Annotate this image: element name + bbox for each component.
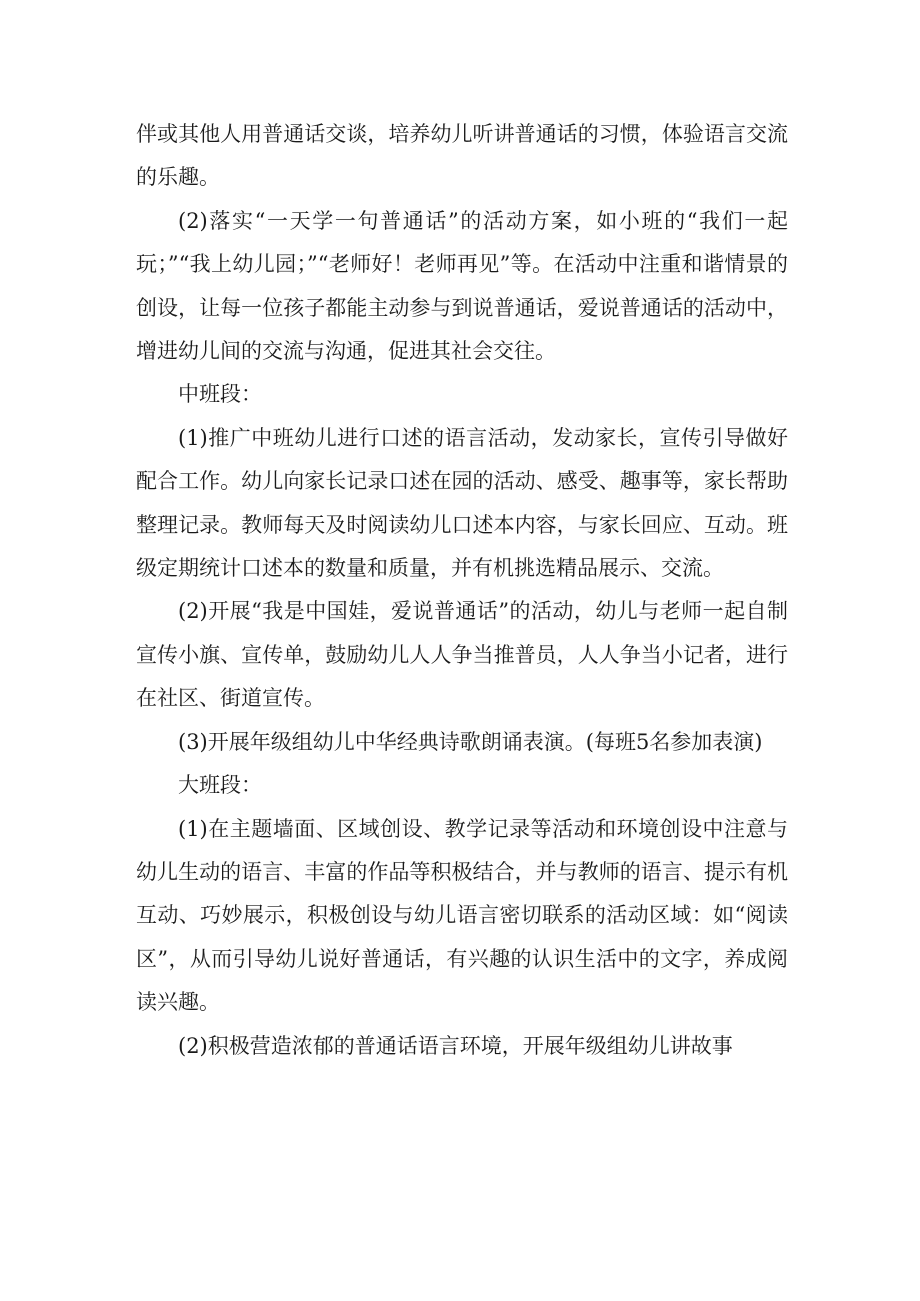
document-body [136, 113, 788, 1068]
paragraph-senior-class-item-1: (1)在主题墙面、区域创设、教学记录等活动和环境创设中注意与幼儿生动的语言、丰富的作品等积极结合，并与教师的语言、提示有机互动、巧妙展示，积极创设与幼儿语言密切联系的活动区域：如“阅读区”，从而引导幼儿说好普通话，有兴趣的认识生活中的文字，养成阅读兴趣。 [136, 816, 788, 1015]
section-heading-senior-class: 大班段： [178, 773, 262, 798]
paragraph-continuation: 伴或其他人用普通话交谈，培养幼儿听讲普通话的习惯，体验语言交流的乐趣。 [136, 122, 788, 190]
section-heading-middle-class: 中班段： [178, 382, 262, 407]
paragraph-small-class-item-2: (2)落实“一天学一句普通话”的活动方案，如小班的“我们一起玩；”“我上幼儿园；”“老师好！老师再见”等。在活动中注重和谐情景的创设，让每一位孩子都能主动参与到说普通话，爱说普通话的活动中，增进幼儿间的交流与沟通，促进其社会交往。 [136, 208, 788, 364]
paragraph-middle-class-item-1: (1)推广中班幼儿进行口述的语言活动，发动家长，宣传引导做好配合工作。幼儿向家长记录口述在园的活动、感受、趣事等，家长帮助整理记录。教师每天及时阅读幼儿口述本内容，与家长回应、互动。班级定期统计口述本的数量和质量，并有机挑选精品展示、交流。 [136, 425, 788, 581]
paragraph-senior-class-item-2: (2)积极营造浓郁的普通话语言环境，开展年级组幼儿讲故事 [178, 1033, 733, 1058]
paragraph-middle-class-item-3: (3)开展年级组幼儿中华经典诗歌朗诵表演。(每班5名参加表演) [178, 729, 763, 754]
paragraph-middle-class-item-2: (2)开展“我是中国娃，爱说普通话”的活动，幼儿与老师一起自制宣传小旗、宣传单，鼓励幼儿人人争当推普员，人人争当小记者，进行在社区、街道宣传。 [136, 599, 788, 711]
